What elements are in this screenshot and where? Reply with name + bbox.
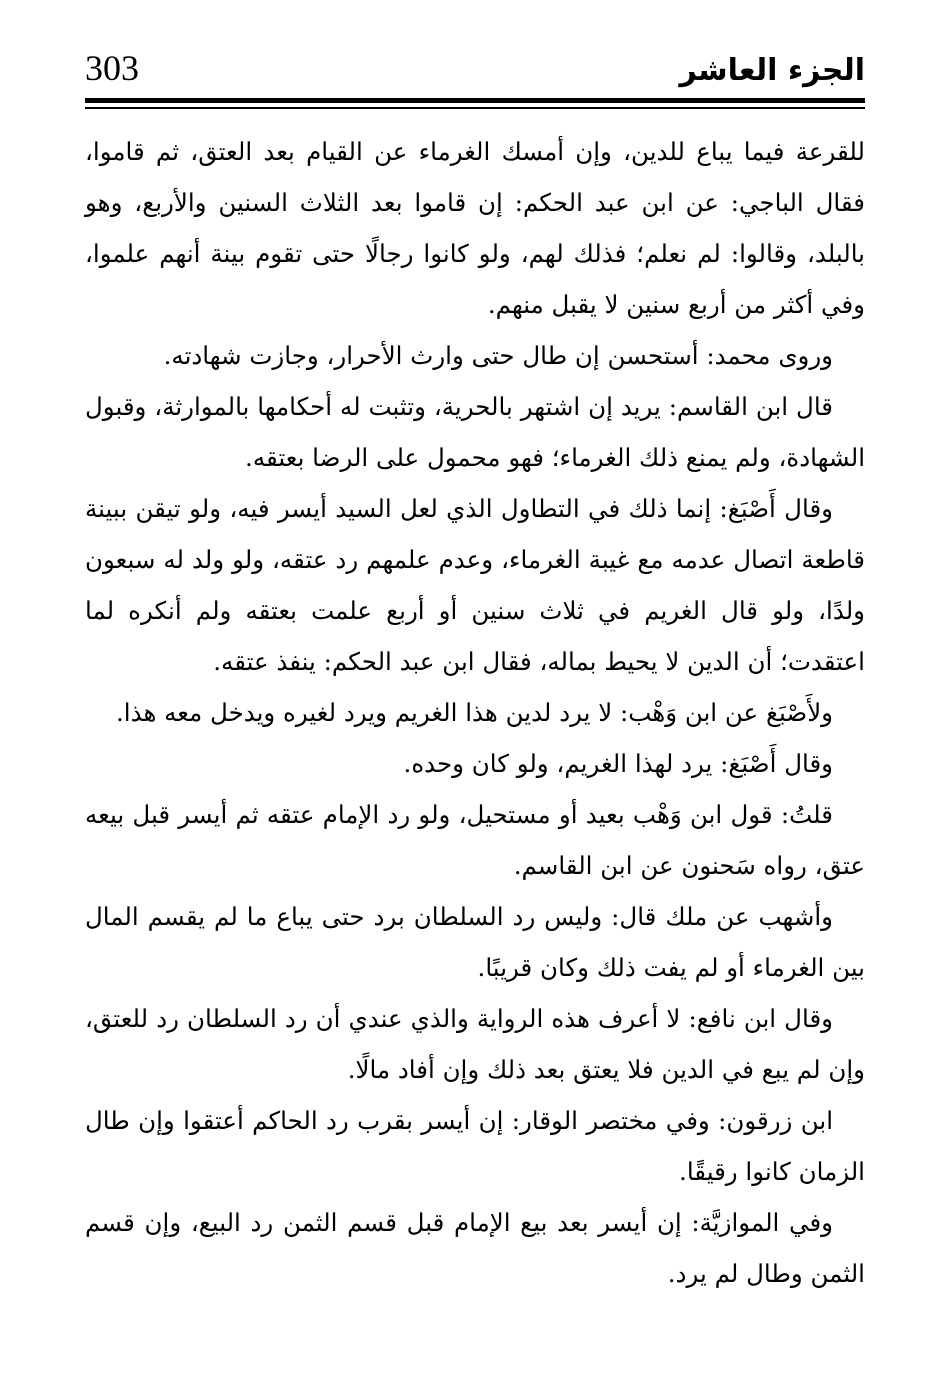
page-header (85, 48, 865, 96)
page-number: 303 (85, 48, 139, 88)
header-rule-thin (85, 107, 865, 109)
paragraph: وفي الموازيَّة: إن أيسر بعد بيع الإمام قبل قسم الثمن رد البيع، وإن قسم الثمن وطال لم يرد. (85, 1208, 865, 1288)
paragraph-continuation: للقرعة فيما يباع للدين، وإن أمسك الغرماء عن القيام بعد العتق، ثم قاموا، فقال الباجي: عن ابن عبد الحكم: إن قاموا بعد الثلاث السنين والأربع، وهو بالبلد، وقالوا: لم نعلم؛ فذلك لهم، ولو كانوا رجالًا حتى تقوم بينة أنهم علموا، وفي أكثر من أربع سنين لا يقبل منهم. (85, 137, 865, 319)
body-text (85, 126, 865, 1299)
paragraph: وأشهب عن ملك قال: وليس رد السلطان برد حتى يباع ما لم يقسم المال بين الغرماء أو لم يفت ذلك وكان قريبًا. (85, 902, 865, 982)
paragraph: وقال أَصْبَغ: يرد لهذا الغريم، ولو كان وحده. (403, 749, 833, 778)
header-rule-thick (85, 98, 865, 103)
running-title: الجزء العاشر (679, 53, 865, 88)
paragraph: وقال ابن نافع: لا أعرف هذه الرواية والذي عندي أن رد السلطان رد للعتق، وإن لم يبع في الدين فلا يعتق بعد ذلك وإن أفاد مالًا. (85, 1004, 865, 1084)
paragraph: ولأَصْبَغ عن ابن وَهْب: لا يرد لدين هذا الغريم ويرد لغيره ويدخل معه هذا. (116, 698, 833, 727)
paragraph: قلتُ: قول ابن وَهْب بعيد أو مستحيل، ولو رد الإمام عتقه ثم أيسر قبل بيعه عتق، رواه سَحنون عن ابن القاسم. (85, 800, 865, 880)
paragraph: وقال أَصْبَغ: إنما ذلك في التطاول الذي لعل السيد أيسر فيه، ولو تيقن ببينة قاطعة اتصال عدمه مع غيبة الغرماء، وعدم علمهم رد عتقه، ولو ولد له سبعون ولدًا، ولو قال الغريم في ثلاث سنين أو أربع علمت بعتقه ولم أنكره لما اعتقدت؛ أن الدين لا يحيط بماله، فقال ابن عبد الحكم: ينفذ عتقه. (85, 494, 865, 676)
paragraph: وروى محمد: أستحسن إن طال حتى وارث الأحرار، وجازت شهادته. (163, 341, 833, 370)
paragraph: قال ابن القاسم: يريد إن اشتهر بالحرية، وتثبت له أحكامها بالموارثة، وقبول الشهادة، ولم يمنع ذلك الغرماء؛ فهو محمول على الرضا بعتقه. (85, 392, 865, 472)
paragraph: ابن زرقون: وفي مختصر الوقار: إن أيسر بقرب رد الحاكم أعتقوا وإن طال الزمان كانوا رقيقًا. (85, 1106, 865, 1186)
